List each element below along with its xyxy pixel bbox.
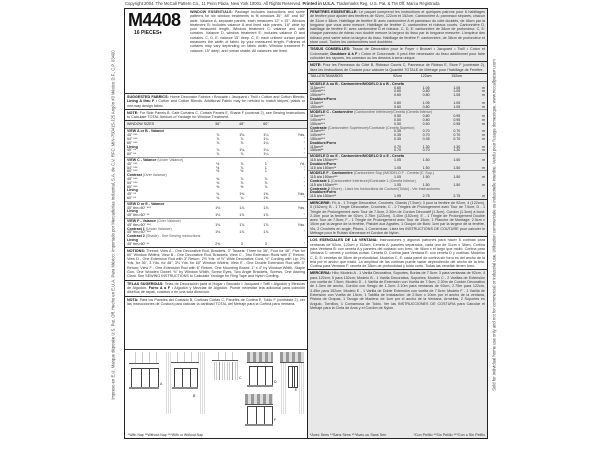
unit: "	[303, 196, 305, 201]
section-title: MODELE A ou B - Cantonnière/MODELO A o B - Cenefa	[310, 81, 404, 86]
yardage-value: 1.95	[393, 194, 401, 199]
yardage-value: 1⅜	[263, 192, 269, 197]
yardage-value: 1	[264, 165, 267, 170]
view-illustrations	[125, 349, 307, 438]
yardage-value: 1⅛	[215, 222, 221, 227]
section-title: Lining	[127, 188, 138, 193]
yardage-value: ¾	[216, 196, 220, 201]
fabric-width: 115cm**	[310, 100, 324, 105]
yardage-value: 0.70	[453, 129, 461, 134]
unit: m	[482, 137, 485, 142]
yardage-value: 1.05	[422, 85, 430, 90]
fabric-width: 45" thru 60" ***	[127, 230, 151, 235]
english-panel	[124, 8, 308, 439]
yardage-value: 1⅞	[239, 230, 245, 235]
section-title: MODELE D ou E - Cantonnière/MODELO D o E - Cenefa	[310, 154, 405, 159]
yardage-value: 0.70	[453, 137, 461, 142]
fabric-width: 45" ***	[127, 177, 138, 182]
fabric-width: 45" **	[127, 148, 137, 153]
yardage-value: 0.70	[422, 148, 430, 153]
footnote-en: *With Nap **Without Nap ***With or Without Nap	[128, 433, 204, 437]
unit: "	[303, 165, 305, 170]
yardage-value: 1.50	[422, 158, 430, 162]
section-subtitle: (Cantonnière Inférieure)/Cenefa (Cenefa Inferior)	[354, 110, 433, 115]
yardage-value: 3	[240, 241, 243, 246]
yardage-value: 0.35	[393, 129, 401, 134]
yardage-value: 0.95	[453, 114, 461, 119]
pattern-id-box	[125, 9, 188, 93]
yardage-value: 0.95	[453, 121, 461, 126]
yardage-value: 0.35	[393, 133, 401, 138]
telas-sugeridas: TELAS SUGERIDAS: Telas de Decoración para el Hogar • Brocado • Jacquard • Twill • Algodón y Mezclas de Algodón. Forro A a F • Algodón y Mezclas de Algodón. Puede necesitar tela adicional para coincidir diseños de rayas, cuadros o en una sola dirección.	[125, 281, 307, 297]
yardage-value: 1.50	[422, 165, 430, 170]
yardage-value: ⅞	[216, 133, 220, 138]
column-header: 152cm	[441, 74, 472, 82]
yardage-value: 1.50	[453, 158, 461, 162]
yardage-value: ⅞	[264, 180, 268, 185]
yardage-value: ⅞	[240, 140, 244, 145]
yardage-table-fr	[308, 74, 487, 200]
unit: m	[482, 104, 485, 109]
yardage-value: 1⅛	[215, 230, 221, 235]
section-subtitle: (Shade) - See Sewing Instructions	[145, 234, 201, 239]
fabric-width: 45" thru 60" **	[127, 241, 150, 246]
section-title: Doublure/Forro	[310, 97, 337, 102]
yardage-value: ⅞	[240, 177, 244, 182]
section-title: VIEW C - Valance	[127, 158, 157, 163]
yardage-value: 1⅛	[239, 148, 245, 153]
yardage-value: 1.50	[422, 182, 430, 187]
fabric-width: 140cm***	[310, 133, 325, 138]
unit: m	[482, 133, 485, 138]
yardage-value: 3	[264, 241, 267, 246]
notions: NOTIONS: Thread; View A - One Decorative Rod, Brackets, 3" Tassels: Three for 36", Four for 48", Five for 60" Window Widths; View B - One Decorative Rod, Brackets; View C - Two Extension Rods with 3" Return; View D - One Extension Rod with 3" Return, 2½ Yds. of ½" Wide Decorative Cord, ½" Cording with Lip: 2½ Yds. for 36", 3 Yds. for 48", 3⅔ Yds. for 60" Window Widths; View E - One Double Extension Rod with 3" Return; View F - One Extension Rod with 6" Return, One Mounting Board: 1" x 4" by Window Width, Staple Gun, One Wooden Dowel: ⅜" by Window Width, Screw Eyes, Two Angle Brackets, Screws, One Awning Cleat. See SEWING INSTRUCTIONS to Calculate Yardage for Ring Tape and Nylon Cording.	[125, 248, 307, 281]
section-title: Doublure/Forro	[310, 140, 337, 145]
fabric-width: 140cm***	[310, 89, 325, 94]
yardage-value: 1.05	[393, 175, 401, 180]
merceria: MERCERIA: Hilo; Modelo A - 1 Varilla Decorativa, Soportes, Borlas de 7.5cm: 3 para ventanas de 92cm, 4 para 122cm; 5 para 152cm; Modelo B - 1 Varilla Decorativa, Soportes; Modelo C - 2 Varillas de Extensión con vuelta de 7.5cm; Modelo D - 1 Varilla de Extensión con Vuelta de 7.5cm, 2.30m de Cordón Decorativo de 1.3cm de ancho, Cordón con Sesgo de 1.3cm: 2.10m para ventanas de 92cm, 2.75m para 122cm, 3.45m para 152cm; Modelo E - 1 Varilla de Doble Extensión con vuelta de 7.5cm; Modelo F - 1 Varilla de Extensión con Vuelta de 15cm, 1 Tablilla de Instalación: de 2.5cm x 10cm por el ancho de la ventana, Pistola de Grapas, 1 Tarugo de Madera: de 1cm por el ancho de la Ventana, Armellas, 2 Soportes en Angulo, Tornillos, 1 Cornamusa de Toldo. Ver las INSTRUCCIONES DE COSTURA para Calcular el Metraje para la Cinta de Aros y el Cordón de Nylon.	[310, 271, 486, 310]
fabric-width: 115cm***	[310, 114, 325, 119]
table-row	[125, 243, 307, 247]
trademark-text: Trademarks Reg. U.S. Pat. & TM Off. Marca Registrada	[336, 1, 440, 6]
yardage-value: 0.70	[422, 129, 430, 134]
yardage-value: 0.35	[422, 137, 430, 142]
unit: "	[303, 148, 305, 153]
section-subtitle: (Cantonnière Supérieure)/Contraste (Cenefa Superior)	[327, 125, 415, 130]
yardage-value: 1.05	[393, 165, 401, 170]
yardage-value: 0.60	[393, 100, 401, 105]
unit: Yds.	[297, 222, 305, 227]
section-title: Contraste 2	[310, 186, 330, 191]
fabric-width: 45" ***	[127, 161, 138, 166]
yardage-value: 0.60	[393, 104, 401, 109]
yardage-value: ¾	[216, 192, 220, 197]
yardage-value: 0.70	[453, 133, 461, 138]
yardage-value: 1¼	[263, 133, 269, 138]
fabric-width: 60" **	[127, 152, 137, 157]
yardage-value: 0.50	[393, 121, 401, 126]
column-header: 122cm	[411, 74, 442, 82]
window-essentials: WINDOW ESSENTIALS: Package includes instructions and some patterns for six window treatments to fit windows 36", 48" and 60" wide. Valance A: separate panels, each measures 12" x 15". Window treatment B: includes valance A and lined side panels, 18" wide by your measured length. Window treatment C: valance and cafe curtains. Valance D, window treatment E: includes valance D and curtains. C, D, E: valance 15" deep. C, E: each unlined curtain panel measures the width of fabric by your measured length. Fullness of curtains may vary depending on fabric width. Window treatment F: valance, 15" deep, and roman shade. All valances are lined.	[190, 10, 305, 53]
note-fr: NOTE: Pour les Panneaux du Côté B, Rideaux Courts C, Panneaux de Rideau E, Store F (contraste 2), lisez les Instructions de Couture pour calculer la Quantité TOTALE de Métrage pour l'habillage de Fenêtre.	[308, 62, 487, 74]
table-header-row	[308, 74, 487, 82]
yardage-value: 0.50	[422, 121, 430, 126]
section-subtitle: (Cantonnière Inférieure)/Contraste 1 (Cenefa Inferior)	[330, 178, 416, 183]
section-title: Doublure/Forro	[310, 161, 337, 166]
unit: m	[482, 129, 485, 134]
yardage-value: 2.75	[422, 194, 430, 199]
yardage-value: ⅞	[264, 177, 268, 182]
section-title: VIEW A or B - Valance	[127, 129, 165, 134]
yardage-value: 1.50	[453, 165, 461, 170]
section-title: VIEW F - Valance	[127, 219, 156, 224]
yardage-value: 1.05	[393, 182, 401, 187]
column-header: 36"	[206, 121, 230, 129]
fabric-width: 45" thru 60" ***	[127, 205, 151, 210]
fabric-width: 150cm**	[310, 104, 324, 109]
copyright-line	[125, 0, 505, 8]
unit: m	[482, 93, 485, 98]
section-title: Contraste	[310, 125, 327, 130]
yardage-value: 1¼	[263, 140, 269, 145]
yardage-value: ⅞	[216, 152, 220, 157]
yardage-value: 0.70	[393, 148, 401, 153]
yardage-value: 0.70	[393, 144, 401, 149]
yardage-value: 1⅞	[263, 230, 269, 235]
yardage-value: 1.30	[453, 148, 461, 153]
yardage-value: 0.80	[422, 93, 430, 98]
section-title: Contrast 1	[127, 226, 145, 231]
fabric-width: 45" thru 60" **	[127, 213, 150, 218]
yardage-value: 1.05	[422, 100, 430, 105]
unit: m	[482, 165, 485, 170]
view-b-sketch: B	[165, 352, 205, 414]
section-subtitle: (Over Valance)	[156, 219, 181, 224]
yardage-value: ⅞	[240, 180, 244, 185]
yardage-value: 1	[264, 161, 267, 166]
view-d-sketch: D	[247, 352, 273, 392]
yardage-value: ⅞	[240, 152, 244, 157]
yardage-value: 1.05	[453, 100, 461, 105]
yardage-value: 1.50	[453, 182, 461, 187]
section-subtitle: (Under Valance)	[145, 226, 172, 231]
yardage-value: ⅞	[240, 161, 244, 166]
yardage-value: 1.30	[453, 144, 461, 149]
yardage-value: 2.75	[453, 194, 461, 199]
yardage-value: 1⅛	[215, 205, 221, 210]
unit: "	[303, 184, 305, 189]
fabric-width: 60" ***	[127, 140, 138, 145]
fenetres-essentielle: FENETRES ESSENTIELLE: Le paquet comprend les instructions et quelques patrons pour 6 habillages de fenêtre pour ajuster des fenêtres de 92cm, 122cm et 152cm. Cantonnière A: panneaux séparés, chacun de 31cm x 38cm. Habillage de fenêtre B: avec cantonnière A et panneaux du côté doublés, de 46cm par la longueur que vous avez mesuré. Habillage de fenêtre C: cantonnière et rideaux courts. Cantonnière D, habillage de fenêtre E: avec cantonnière D et rideaux. C, D, E: cantonnière de 38cm de profondeur. C, E: chaque panneau de rideau non doublé mesure la largeur du tissu par la longueur mesurée. L'ampleur des rideaux peut varier selon la largeur du tissu. Habillage de fenêtre F: cantonnière, de 38cm de profondeur et store court. Toutes les cantonnières sont doublées.	[308, 9, 487, 46]
yardage-value: 1⅞	[239, 205, 245, 210]
pattern-number: M4408	[128, 10, 181, 30]
yardage-value: 1⅛	[215, 213, 221, 218]
yardage-value: 1.50	[422, 175, 430, 180]
yardage-value: 1.05	[453, 104, 461, 109]
pieces-count: 16 PIECES♦	[134, 30, 162, 36]
unit: m	[482, 148, 485, 153]
yardage-value: ⅞	[264, 184, 268, 189]
yardage-value: 1.05	[453, 85, 461, 90]
column-header: 48"	[230, 121, 254, 129]
fabric-width: 45" ***	[127, 133, 138, 138]
column-header: WINDOW SIZES	[125, 121, 206, 129]
yardage-value: 0.50	[393, 118, 401, 123]
fabric-width: 150cm***	[310, 137, 325, 142]
fabric-width: 60" **	[127, 196, 137, 201]
unit: "	[303, 169, 305, 174]
right-margin-vertical-text: Sold for individual home use only and not for commercial or industrial use. Utilisation commerciale ou industrielle interdite. Vendu pour l'usage domestique. www.mccallpattern.com	[491, 59, 497, 391]
yardage-value: 0.35	[393, 137, 401, 142]
fabric-width: 150cm***	[310, 93, 325, 98]
fabric-width: 45" thru 60" ***	[127, 222, 151, 227]
section-title: VIEW D or E - Valance	[127, 201, 165, 206]
table-row	[308, 195, 487, 199]
yardage-value: 2⅜	[215, 241, 221, 246]
section-title: Lining	[127, 238, 138, 242]
yardage-table-en	[125, 121, 307, 247]
yardage-value: 1⅜	[239, 192, 245, 197]
unit: "	[303, 213, 305, 218]
yardage-value: 0.80	[422, 114, 430, 119]
yardage-value: ⅞	[216, 137, 220, 142]
yardage-value: 1⅞	[263, 222, 269, 227]
yardage-value: 1.50	[453, 175, 461, 180]
yardage-value: 0.80	[422, 118, 430, 123]
yardage-value: ⅜	[216, 177, 220, 182]
unit: "	[303, 241, 305, 246]
unit: m	[482, 121, 485, 126]
left-margin-vertical-text: Impreso en E.U. Marque déposée U.S. Pat. Off. Hecho en E.U.A. Para México: Importado por Mercaderías Industrial, S.A. de C.V. RFC: MIN-750415-J25 Angón #3 México D.F., C.P. 03400	[110, 50, 116, 400]
unit: Yds.	[297, 133, 305, 138]
view-a-sketch: A	[129, 352, 159, 392]
yardage-value: 1⅞	[263, 213, 269, 218]
section-title: Doublure/Forro	[310, 190, 337, 195]
yardage-value: ⅜	[240, 184, 244, 189]
fabric-width: 115 à/a 150cm***	[310, 158, 338, 162]
yardage-value: 1⅜	[263, 196, 269, 201]
section-subtitle: (Store) - Lisez les Instructions de Couture/(Toldo) - Ver Instrucciones	[330, 186, 440, 191]
table-row	[308, 167, 487, 171]
yardage-value: 1⅞	[239, 213, 245, 218]
unit: "	[303, 152, 305, 157]
unit: "	[303, 137, 305, 142]
printed-in: Printed in U.S.A.	[302, 1, 336, 6]
column-header: 60"	[254, 121, 278, 129]
unit: Yds.	[297, 192, 305, 197]
fabric-width: 60" ***	[127, 184, 138, 189]
view-c-sketch: C	[212, 352, 238, 380]
unit: "	[303, 230, 305, 235]
suggested-fabrics: SUGGESTED FABRICS: Home Decorator Fabrics • Brocade • Jacquard • Twill • Cotton and Cotton Blends; Lining A thru F • Cotton and Cotton Blends. Additional Fabric may be needed to match stripes, plaids or one-way design fabric.	[125, 94, 307, 110]
view-f-sketch: F	[245, 394, 273, 426]
yardage-value: ½	[216, 165, 220, 170]
nota-es: NOTA: Para los Paneles del Costado B, Cortinas Cortas C, Paneles de Cortina E, Toldo F (contraste 2), ver las Instrucciones de Costura para calcular la cantidad TOTAL del Metraje para la Cortina para Ventana.	[127, 297, 305, 306]
yardage-value: ⅞	[216, 140, 220, 145]
fabric-width: 115cm**	[310, 144, 324, 149]
yardage-value: 1.05	[393, 158, 401, 162]
section-title: Lining	[127, 144, 138, 149]
fabric-width: 115 à/a 150cm**	[310, 165, 337, 170]
section-title: Contrast 2	[127, 234, 145, 239]
yardage-value: 0.60	[393, 89, 401, 94]
section-subtitle: (Cantonnière Sup.)/MODELO F - Cenefa (C. Sup.)	[353, 171, 435, 176]
fabric-width: 60" ***	[127, 169, 138, 174]
yardage-value: ½	[240, 169, 244, 174]
unit: Yds.	[297, 205, 305, 210]
section-title: Contraste 1	[310, 178, 330, 183]
unit: m	[482, 158, 485, 162]
fabric-width: 115 à/a 150cm**	[310, 194, 337, 199]
yardage-value: 0.80	[422, 89, 430, 94]
fabric-width: 45" **	[127, 192, 137, 197]
yardage-value: ½	[216, 161, 220, 166]
fabric-width: 54" ***	[127, 137, 138, 142]
yardage-value: 1.30	[422, 144, 430, 149]
yardage-value: 0.50	[393, 114, 401, 119]
pattern-header	[125, 9, 307, 94]
table-header-row	[125, 121, 307, 129]
esenciales-ventana: LOS ESENCIALES DE LA VENTANA: Instrucciones y algunos patrones para hacer 6 cortinas para ventanas de 92cm, 122cm y 152cm. Cenefa A: paneles separados, cada uno de 31cm x 38cm. Cortina para Ventana B: con cenefa A y paneles del costado con forro, de 46cm x el largo que midió. Cortina para Ventana C: cenefa y cortinas cortas. Cenefa D, Cortina para Ventana E: con cenefa D y cortinas. Modelos C, D, E: cenefas de 38cm de profundidad. Modelos C, E: cada panel de cortina sin forro es del ancho de la tela por el ancho que midió. La amplitud de las cortinas puede variar dependiendo del ancho de la tela. Cortina para Ventana F: cenefa de 38cm de profundidad y toldo corto. Todas las cenefas tienen forro.	[308, 237, 487, 270]
yardage-value: ⅜	[216, 180, 220, 185]
fabric-width: 115cm***	[310, 129, 325, 134]
yardage-value: ⅞	[240, 137, 244, 142]
section-title: Contrast	[127, 173, 142, 178]
yardage-value: 0.60	[393, 93, 401, 98]
fabric-width: 150cm***	[310, 121, 325, 126]
unit: m	[482, 100, 485, 105]
yardage-value: ⅞	[240, 165, 244, 170]
note-en: NOTE: For Side Panels B, Cafe Curtains C, Curtain Panels E, Shade F (contrast 2), see Sewing Instructions to Calculate TOTAL Amount of Yardage for Window Treatment.	[125, 110, 307, 122]
unit: m	[482, 118, 485, 123]
yardage-value: 1.05	[453, 93, 461, 98]
mercerie: MERCERIE: Fil; A - 1 Tringle Décorative, Crochets, Glands (7.5cm): 3 pour la fenêtre de 92cm, 4 (122cm), 5 (152cm); B - 1 Tringle Décorative, Crochets; C - 2 Tringles de Prolongement avec Tour de 7.5cm; D - 1 Tringle de Prolongement avec Tour de 7.5cm, 2.30m de Cordon Décoratif (1.3cm), Cordon (1.3cm) à bord: 2.10m pour la fenêtre de 92cm, 2.75m (122cm), 3.40m (152cm); E - 1 Tringle de Prolongement Double avec Tour de 7.5cm; F - 1 Tringle de Prolongement avec Tour de 15cm, 1 Planche de Montage: 2.5cm x 10cm par la largeur de la fenêtre, Pistolet aux Agrafes, 1 Goujon de Bois: 1cm par la largeur de la fenêtre, Vis, 2 Crochets en angle, Pitons, 1 Cornemuse. Lisez les INSTRUCTIONS DE COUTURE pour calculer le Métrage pour le Ruban d'anneaux et Cordon de Nylon.	[308, 200, 487, 237]
unit: Yd.	[299, 161, 305, 166]
yardage-value: ½	[216, 169, 220, 174]
unit: "	[303, 140, 305, 145]
section-title: Lining	[127, 209, 138, 214]
section-subtitle: (Over Valance)	[142, 173, 167, 178]
unit: m	[482, 89, 485, 94]
yardage-value: 1¼	[263, 137, 269, 142]
unit: m	[482, 182, 485, 187]
section-subtitle: (Under Valance)	[157, 158, 184, 163]
yardage-value: ¾	[240, 196, 244, 201]
yardage-value: 1⅛	[239, 133, 245, 138]
unit: m	[482, 194, 485, 199]
fabric-width: 115 à/a 150cm***	[310, 175, 338, 180]
yardage-value: 1¼	[263, 152, 269, 157]
section-title: MODELE C - Cantonnière	[310, 110, 354, 115]
yardage-value: 0.70	[422, 133, 430, 138]
unit: "	[303, 180, 305, 185]
yardage-value: ⅜	[216, 184, 220, 189]
yardage-value: ⅞	[216, 148, 220, 153]
french-panel	[307, 8, 488, 439]
yardage-value: 0.80	[422, 104, 430, 109]
copyright-text: Copyright 2004. The McCall Pattern Co., 11 Penn Plaza, New York 10001. All Rights Reserved.	[125, 1, 302, 6]
unit: m	[482, 114, 485, 119]
tissus-conseilles: TISSUS CONSEILLES: Tissus de Décoration pour le Foyer • Brocart • Jacquard • Twill • Coton et Cotonnade; Doublure A à F • Coton et Cotonnade. Il peut être nécessaire du tissu additionnel pour faire coïncider les rayures, les carreaux ou les dessins à sens unique.	[308, 46, 487, 62]
view-e-sketch: E	[280, 352, 304, 414]
fabric-width: 54" ***	[127, 165, 138, 170]
yardage-value: 1⅞	[263, 205, 269, 210]
yardage-value: 1.05	[453, 89, 461, 94]
column-header: TAILLES/TAMAÑOS	[308, 74, 384, 82]
fabric-width: 115 à/a 150cm***	[310, 182, 338, 187]
section-title: MODELE F - Cantonnière	[310, 171, 353, 176]
unit: "	[303, 177, 305, 182]
yardage-value: 1	[264, 169, 267, 174]
fabric-width: 54" ***	[127, 180, 138, 185]
unit: m	[482, 144, 485, 149]
yardage-value: 1¼	[263, 148, 269, 153]
fabric-width: 140cm***	[310, 118, 325, 123]
fabric-width: 150cm**	[310, 148, 324, 153]
unit: m	[482, 175, 485, 180]
yardage-value: 0.95	[453, 118, 461, 123]
fabric-width: 115cm***	[310, 85, 325, 90]
column-header: 92cm	[384, 74, 411, 82]
unit: m	[482, 85, 485, 90]
yardage-value: 0.60	[393, 85, 401, 90]
footnotes-fr-es: *Avec Sens **Sans Sens ***Avec ou Sans Sen *Con Pelillo **Sin Pelillo ***Con o Sin Pelillo	[310, 432, 485, 437]
yardage-value: 1⅞	[239, 222, 245, 227]
